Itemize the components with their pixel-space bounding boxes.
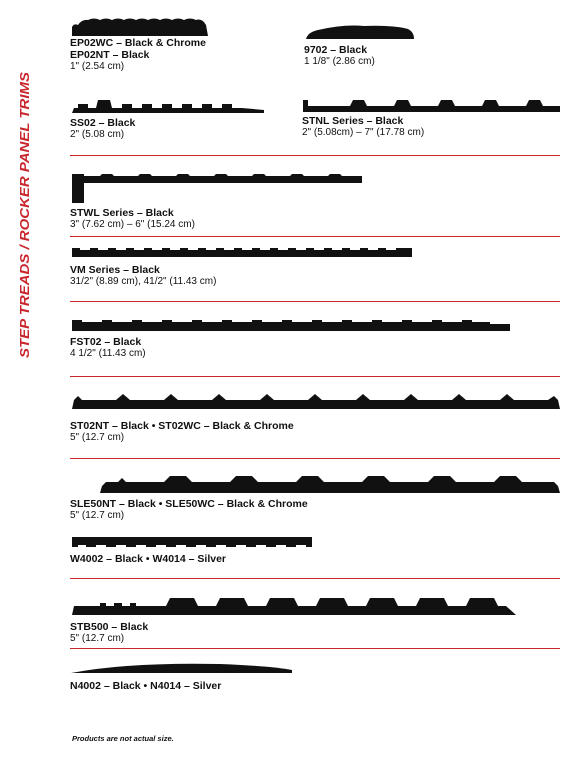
product-ep02 <box>70 17 210 73</box>
product-name: STWL Series – Black <box>70 207 174 219</box>
section-divider <box>70 155 560 156</box>
product-size: 5" (12.7 cm) <box>70 633 125 644</box>
product-name: W4002 – Black • W4014 – Silver <box>70 553 227 565</box>
product-vm <box>70 246 416 288</box>
section-divider <box>70 376 560 377</box>
section-divider <box>70 301 560 302</box>
profile-st02-image <box>70 394 562 410</box>
product-stnl <box>302 97 562 139</box>
product-fst02 <box>70 318 512 360</box>
product-name: SLE50NT – Black • SLE50WC – Black & Chrome <box>70 498 308 510</box>
product-n4002 <box>70 662 294 692</box>
profile-stnl-image <box>302 97 562 113</box>
product-name: FST02 – Black <box>70 336 142 348</box>
profile-n4002-image <box>70 662 294 674</box>
profile-w4002-image <box>70 536 316 548</box>
product-sle50 <box>70 474 562 522</box>
product-9702 <box>304 24 416 68</box>
profile-stwl-image <box>70 172 366 204</box>
product-size: 1 1/8" (2.86 cm) <box>304 56 375 67</box>
product-size: 4 1/2" (11.43 cm) <box>70 348 146 359</box>
profile-9702-image <box>304 24 416 40</box>
profile-stb500-image <box>70 596 518 616</box>
section-divider <box>70 578 560 579</box>
product-size: 5" (12.7 cm) <box>70 432 125 443</box>
profile-vm-image <box>70 246 416 258</box>
side-title-text: STEP TREADS / ROCKER PANEL TRIMS <box>18 119 32 358</box>
product-name: VM Series – Black <box>70 264 160 276</box>
product-size: 3" (7.62 cm) – 6" (15.24 cm) <box>70 219 195 230</box>
product-size: 5" (12.7 cm) <box>70 510 125 521</box>
product-size: 31/2" (8.89 cm), 41/2" (11.43 cm) <box>70 276 217 287</box>
product-name: STNL Series – Black <box>302 115 404 127</box>
product-name: STB500 – Black <box>70 621 149 633</box>
product-stb500 <box>70 596 518 645</box>
product-stwl <box>70 172 366 231</box>
product-name: EP02WC – Black & Chrome <box>70 37 206 49</box>
product-name: 9702 – Black <box>304 44 368 56</box>
product-name: EP02NT – Black <box>70 49 150 61</box>
footnote: Products are not actual size. <box>72 734 174 743</box>
product-w4002 <box>70 536 316 565</box>
profile-fst02-image <box>70 318 512 332</box>
side-title <box>10 70 36 360</box>
profile-ss02-image <box>70 98 266 114</box>
product-size: 1" (2.54 cm) <box>70 61 125 72</box>
product-size: 2" (5.08 cm) <box>70 129 125 140</box>
product-name: N4002 – Black • N4014 – Silver <box>70 680 222 692</box>
product-name: SS02 – Black <box>70 117 136 129</box>
product-st02 <box>70 394 562 444</box>
profile-ep02-image <box>70 17 210 37</box>
section-divider <box>70 648 560 649</box>
section-divider <box>70 458 560 459</box>
profile-sle50-image <box>70 474 562 494</box>
product-name: ST02NT – Black • ST02WC – Black & Chrome <box>70 420 294 432</box>
product-size: 2" (5.08cm) – 7" (17.78 cm) <box>302 127 425 138</box>
section-divider <box>70 236 560 237</box>
product-ss02 <box>70 98 266 141</box>
